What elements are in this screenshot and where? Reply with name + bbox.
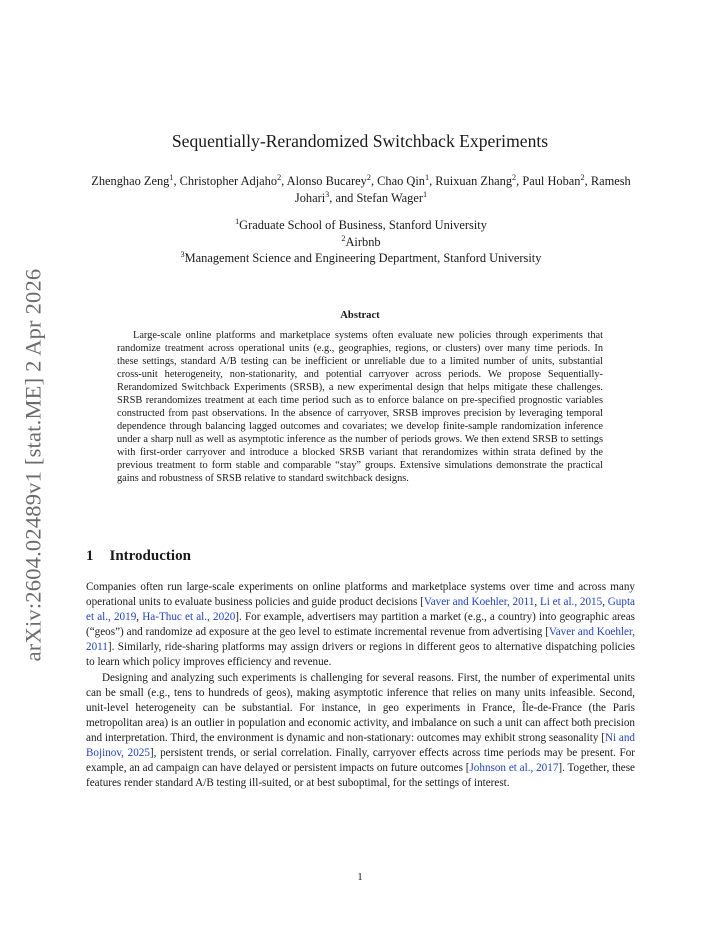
citation-link[interactable]: Gupta et al., 2019 [86,596,635,624]
paragraph-2 [86,671,635,792]
author-name: Zhenghao Zeng [91,174,170,188]
affiliation-text: Airbnb [345,234,381,249]
citation-link[interactable]: Ha-Thuc et al., 2020 [142,611,236,624]
affiliation-mark: 3 [180,249,185,259]
author-name: Ramesh Johari [294,174,631,205]
paragraph-text: , [136,611,143,624]
paragraph-text: ]. Together, these features render standard A/B testing ill-suited, or at best suboptimal, for the settings of interest. [86,762,635,790]
abstract-heading: Abstract [340,310,380,321]
author-name: Alonso Bucarey [286,174,367,188]
paragraph-text: Companies often run large-scale experiments on online platforms and marketplace systems over time and across many operational units to evaluate business policies and guide product decisions [ [86,581,635,609]
paragraph-text: , [534,596,540,609]
paragraph-text: ]. Similarly, ride-sharing platforms may assign drivers or regions in different geos to alternative dispatching policies to learn which policy improves efficiency and revenue. [86,641,635,669]
author-list: Zhenghao Zeng$^1$, Christopher Adjaho$^2$, Alonso Bucarey$^2$, Chao Qin$^1$, Ruixuan Zhang$^2$, Paul Hoban$^2$, Ramesh Johari$^3$, and Stefan Wager$^1$ [91,172,631,205]
citation-link[interactable]: Li et al., 2015 [539,596,603,609]
author-affiliation-mark: 2 [366,172,371,182]
section-heading [86,548,191,565]
affiliation-mark: 2 [341,233,346,243]
section-title: Introduction [109,548,191,564]
section-number: 1 [86,548,94,564]
author-affiliation-mark: 3 [325,189,330,199]
affiliation-text: Management Science and Engineering Department, Stanford University [184,251,542,265]
author-name: Ruixuan Zhang [435,174,513,188]
author-name: Christopher Adjaho [179,174,278,188]
author-affiliation-mark: 2 [277,172,282,182]
arxiv-identifier-text: arXiv:2604.02489v1 [stat.ME] 2 Apr 2026 [20,268,46,662]
paragraph-1 [86,580,635,671]
author-affiliation-mark: 1 [423,189,428,199]
author-affiliation-mark: 1 [425,172,430,182]
author-name: Paul Hoban [522,174,581,188]
affiliation-line [86,234,636,251]
author-affiliation-mark: 2 [580,172,585,182]
paragraph-text: ], persistent trends, or serial correlation. Finally, carryover effects across time periods may be present. For example, an ad campaign can have delayed or persistent impacts on future outcomes [ [86,747,635,775]
affiliation-line [86,250,636,267]
author-name: Chao Qin [377,174,425,188]
affiliation-list [86,217,636,267]
paragraph-text: Designing and analyzing such experiments is challenging for several reasons. First, the number of experimental units can be small (e.g., tens to hundreds of geos), making asymptotic inference that relies on many units infeasible. Second, unit-level heterogeneity can be substantial. For instance, in geo experiments in France, Île-de-France (the Paris metropolitan area) is an outlier in population and economic activity, and imbalance on such a unit can affect both precision and interpretation. Third, the environment is dynamic and non-stationary: outcomes may exhibit strong seasonality [ [86,671,635,744]
page-number: 1 [357,871,363,883]
author-affiliation-mark: 2 [512,172,517,182]
section-body [86,580,635,791]
affiliation-line [86,217,636,234]
affiliation-text: Graduate School of Business, Stanford University [239,218,487,232]
abstract-body: Large-scale online platforms and marketplace systems often evaluate new policies through experiments that randomize treatment across operational units (e.g., geographies, regions, or clusters) over many time periods. In these settings, standard A/B testing can be inefficient or unreliable due to a limited number of units, substantial cross-unit heterogeneity, non-stationarity, and potential carryover across periods. We propose Sequentially-Rerandomized Switchback Experiments (SRSB), a new experimental design that helps mitigate these challenges. SRSB rerandomizes treatment at each time period such as to enforce balance on pre-specified prognostic variables constructed from past observations. In the absence of carryover, SRSB improves precision by leveraging temporal dependence through balancing lagged outcomes and covariates; we develop finite-sample randomization inference under a sharp null as well as asymptotic inference as the number of periods grows. We then extend SRSB to settings with first-order carryover and introduce a blocked SRSB variant that rerandomizes within strata defined by the previous treatment to form stable and comparable “stay” groups. Extensive simulations demonstrate the practical gains and robustness of SRSB relative to standard switchback designs. [117,330,603,484]
paragraph-text: ]. For example, advertisers may partition a market (e.g., a country) into geographic areas (“geos”) and randomize ad exposure at the geo level to estimate incremental revenue from advertising [ [86,611,635,639]
citation-link[interactable]: Vaver and Koehler, 2011 [86,626,636,654]
citation-link[interactable]: Vaver and Koehler, 2011 [423,596,535,609]
citation-link[interactable]: Ni and Bojinov, 2025 [86,731,635,760]
paragraph-text: , [602,596,608,609]
citation-link[interactable]: Johnson et al., 2017 [469,762,559,775]
author-affiliation-mark: 1 [169,172,174,182]
author-name: Stefan Wager [356,191,424,205]
paper-title: Sequentially-Rerandomized Switchback Experiments [171,131,549,151]
affiliation-mark: 1 [235,216,240,226]
